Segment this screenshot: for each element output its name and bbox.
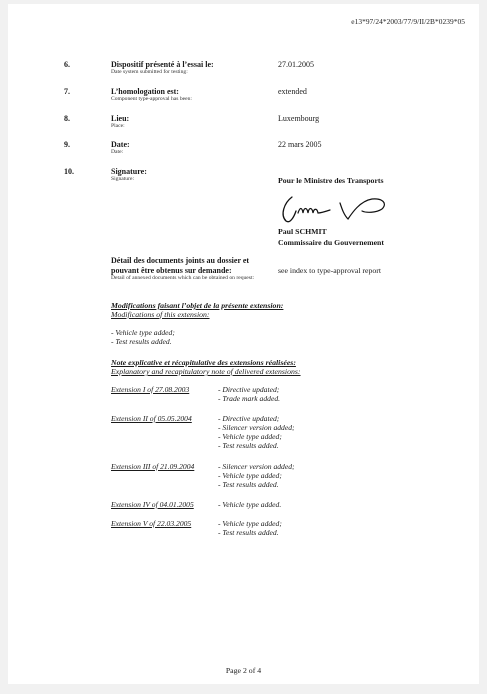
modifications-heading [111,301,441,319]
item-number: 7. [64,87,70,96]
item-label-en: Date: [111,149,124,155]
item-number: 8. [64,114,70,123]
extension-label: Extension I of 27.08.2003 [111,385,190,394]
list-item: - Test results added. [218,480,279,489]
signatory-role: Commissaire du Gouvernement [278,238,384,247]
list-item: - Silencer version added; [218,423,295,432]
extension-label: Extension II of 05.05.2004 [111,414,192,423]
modifications-list [111,328,175,346]
list-item: - Test results added. [218,528,279,537]
item-label-fr: Dispositif présenté à l’essai le: [111,60,214,69]
page-number: Page 2 of 4 [225,666,262,675]
extension-label: Extension IV of 04.01.2005 [111,500,194,509]
item-value: Luxembourg [278,114,320,123]
list-item: - Vehicle type added; [111,328,175,337]
item-label-fr: Lieu: [111,114,130,123]
item-label-fr: L’homologation est: [111,87,179,96]
list-item: - Directive updated; [218,385,280,394]
note-heading [111,358,441,376]
extension-items [218,414,295,450]
extension-items [218,462,295,489]
extension-label: Extension V of 22.03.2005 [111,519,192,528]
documents-detail-fr: Détail des documents joints au dossier et pouvant être obtenus sur demande: [111,256,250,275]
item-label [111,167,281,183]
item-label-en: Place: [111,123,125,129]
list-item: - Vehicle type added; [218,519,282,528]
item-label-fr: Signature: [111,167,147,176]
documents-detail-value: see index to type-approval report [278,266,382,275]
list-item: - Vehicle type added; [218,471,282,480]
handwritten-signature-icon [278,191,398,225]
list-item: - Test results added. [111,337,172,346]
item-number: 9. [64,140,70,149]
extension-items [218,385,280,403]
item-label [111,87,281,103]
item-value: extended [278,87,307,96]
list-item: - Test results added. [218,441,279,450]
signature-title: Pour le Ministre des Transports [278,176,384,185]
item-label-en: Component type-approval has been: [111,96,192,102]
reference-number: e13*97/24*2003/77/9/II/2B*0239*05 [351,17,465,26]
documents-detail-en: Detail of annexed documents which can be obtained on request: [111,275,255,281]
list-item: - Directive updated; [218,414,280,423]
item-label-en: Date system submitted for testing: [111,69,188,75]
item-value: 22 mars 2005 [278,140,322,149]
item-label [111,140,281,156]
item-number: 10. [64,167,74,176]
extension-items [218,519,282,537]
documents-detail-label [111,256,279,282]
list-item: - Vehicle type added; [218,432,282,441]
list-item: - Silencer version added; [218,462,295,471]
signatory-name: Paul SCHMIT [278,227,327,236]
item-value: 27.01.2005 [278,60,314,69]
modifications-title-fr: Modifications faisant l’objet de la présente extension: [111,301,284,310]
extension-label: Extension III of 21.09.2004 [111,462,195,471]
item-label [111,114,281,130]
item-label-en: Signature: [111,176,134,182]
item-number: 6. [64,60,70,69]
note-title-fr: Note explicative et récapitulative des extensions réalisées: [111,358,296,367]
extension-items [218,500,281,509]
item-label-fr: Date: [111,140,130,149]
item-label [111,60,281,76]
list-item: - Vehicle type added. [218,500,282,509]
document-page [8,4,479,684]
note-title-en: Explanatory and recapitulatory note of delivered extensions: [111,367,301,376]
modifications-title-en: Modifications of this extension: [111,310,210,319]
list-item: - Trade mark added. [218,394,281,403]
signature-block [278,176,478,247]
